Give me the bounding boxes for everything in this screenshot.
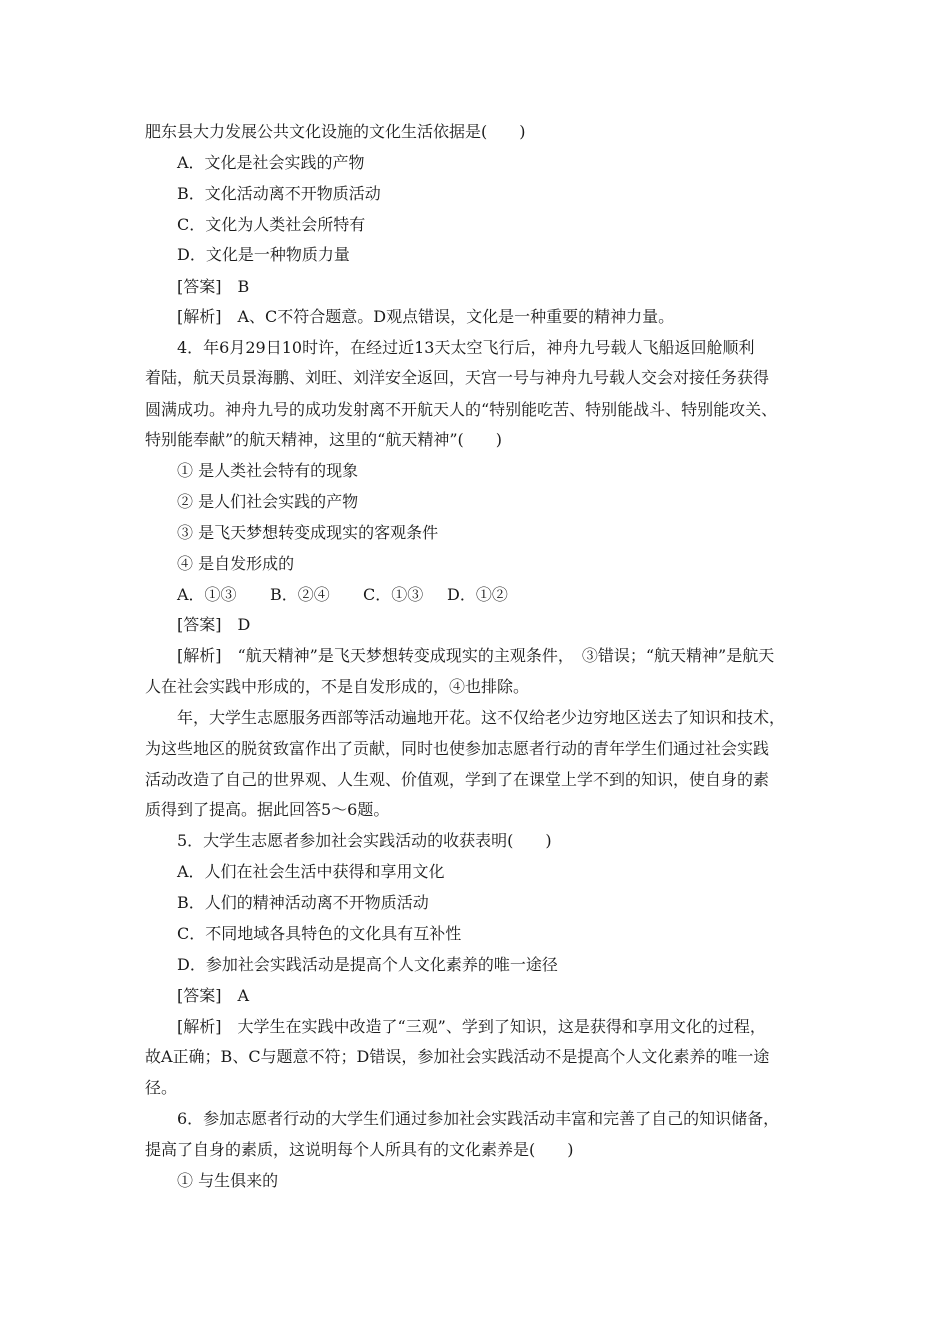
q4-statement-3: ③ 是飞天梦想转变成现实的客观条件 <box>177 523 439 542</box>
q5-analysis-line-1: [解析] 大学生在实践中改造了“三观”、学到了知识，这是获得和享用文化的过程， <box>177 1017 766 1036</box>
q4-choices <box>177 585 508 605</box>
q3-option-a: A．文化是社会实践的产物 <box>177 153 365 172</box>
passage-line-4: 质得到了提高。据此回答5～6题。 <box>145 800 390 819</box>
q4-choice-d: D．①② <box>447 585 508 604</box>
q5-answer: [答案] A <box>177 986 250 1005</box>
q4-statement-2: ② 是人们社会实践的产物 <box>177 492 359 511</box>
q6-stem-line-2: 提高了自身的素质，这说明每个人所具有的文化素养是( ) <box>145 1140 574 1159</box>
q4-analysis-line-1: [解析] “航天精神”是飞天梦想转变成现实的主观条件， ③错误；“航天精神”是航天 <box>177 646 775 665</box>
q4-stem-line-1: 4．年6月29日10时许，在经过近13天太空飞行后，神舟九号载人飞船返回舱顺利 <box>177 338 755 357</box>
q3-option-d: D．文化是一种物质力量 <box>177 245 350 264</box>
q4-choice-b: B．②④ <box>270 585 330 604</box>
q5-stem: 5．大学生志愿者参加社会实践活动的收获表明( ) <box>177 831 552 850</box>
q4-stem-line-2: 着陆，航天员景海鹏、刘旺、刘洋安全返回，天宫一号与神舟九号载人交会对接任务获得 <box>145 368 770 387</box>
q3-answer: [答案] B <box>177 277 250 296</box>
passage-line-3: 活动改造了自己的世界观、人生观、价值观，学到了在课堂上学不到的知识，使自身的素 <box>145 770 770 789</box>
q5-option-a: A．人们在社会生活中获得和享用文化 <box>177 862 445 881</box>
q3-stem: 肥东县大力发展公共文化设施的文化生活依据是( ) <box>145 122 526 141</box>
q4-choice-a: A．①③ <box>177 585 237 604</box>
q4-choice-c: C．①③ <box>363 585 424 604</box>
q4-stem-line-3: 圆满成功。神舟九号的成功发射离不开航天人的“特别能吃苦、特别能战斗、特别能攻关、 <box>145 400 778 419</box>
q4-statement-1: ① 是人类社会特有的现象 <box>177 461 359 480</box>
q3-option-c: C．文化为人类社会所特有 <box>177 215 366 234</box>
q3-option-b: B．文化活动离不开物质活动 <box>177 184 381 203</box>
q5-option-d: D．参加社会实践活动是提高个人文化素养的唯一途径 <box>177 955 558 974</box>
passage-line-2: 为这些地区的脱贫致富作出了贡献，同时也使参加志愿者行动的青年学生们通过社会实践 <box>145 739 770 758</box>
q5-option-c: C．不同地域各具特色的文化具有互补性 <box>177 924 462 943</box>
q5-option-b: B．人们的精神活动离不开物质活动 <box>177 893 429 912</box>
q4-answer: [答案] D <box>177 615 251 634</box>
passage-line-1: 年，大学生志愿服务西部等活动遍地开花。这不仅给老少边穷地区送去了知识和技术， <box>177 708 786 727</box>
q6-stem-line-1: 6．参加志愿者行动的大学生们通过参加社会实践活动丰富和完善了自己的知识储备， <box>177 1109 780 1128</box>
q4-analysis-line-2: 人在社会实践中形成的，不是自发形成的，④也排除。 <box>145 677 530 696</box>
q3-analysis: [解析] A、C不符合题意。D观点错误，文化是一种重要的精神力量。 <box>177 307 675 326</box>
q4-stem-line-4: 特别能奉献”的航天精神，这里的“航天精神”( ) <box>145 430 503 449</box>
q5-analysis-line-3: 径。 <box>145 1078 178 1097</box>
q5-analysis-line-2: 故A正确；B、C与题意不符；D错误，参加社会实践活动不是提高个人文化素养的唯一途 <box>145 1047 770 1066</box>
q6-statement-1: ① 与生俱来的 <box>177 1171 279 1190</box>
q4-statement-4: ④ 是自发形成的 <box>177 554 295 573</box>
